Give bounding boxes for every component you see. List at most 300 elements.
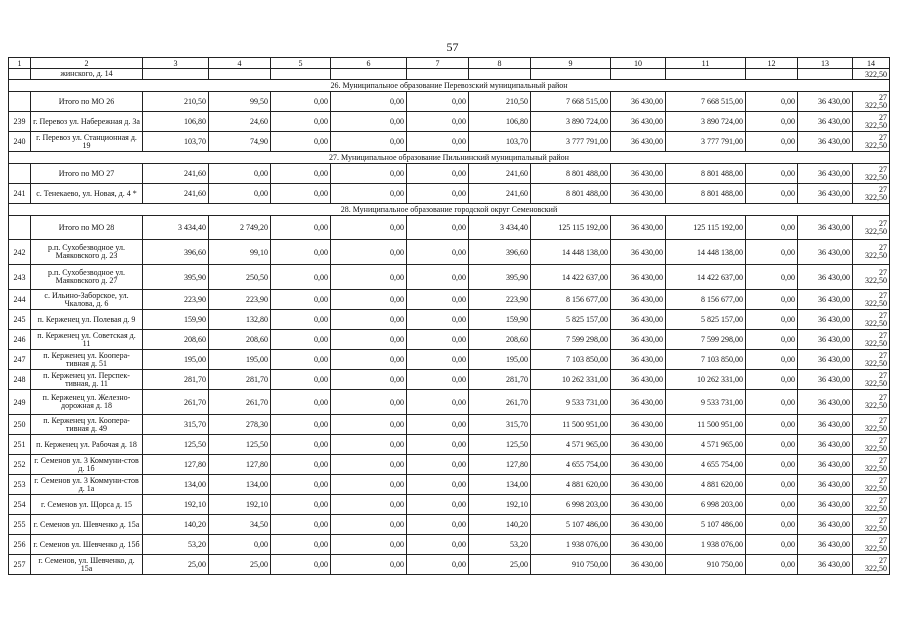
value-cell: 14 448 138,00 xyxy=(531,240,611,265)
value-cell: 9 533 731,00 xyxy=(531,390,611,415)
row-number-cell: 248 xyxy=(9,370,31,390)
value-cell: 7 599 298,00 xyxy=(666,330,746,350)
value-cell: 0,00 xyxy=(746,265,798,290)
value-cell: 0,00 xyxy=(209,535,271,555)
row-number-cell: 245 xyxy=(9,310,31,330)
table-row xyxy=(9,290,890,310)
table-row xyxy=(9,132,890,152)
value-cell: 0,00 xyxy=(331,515,407,535)
value-cell: 0,00 xyxy=(271,330,331,350)
address-cell: п. Керженец ул. Коопера-тивная д. 49 xyxy=(31,415,143,435)
value-cell: 0,00 xyxy=(271,265,331,290)
value-cell: 99,50 xyxy=(209,92,271,112)
value-cell: 36 430,00 xyxy=(611,535,666,555)
address-cell: г. Семенов ул. 3 Коммуни-стов д. 1а xyxy=(31,475,143,495)
section-header-row xyxy=(9,204,890,216)
value-cell: 0,00 xyxy=(331,184,407,204)
value-cell: 8 801 488,00 xyxy=(666,184,746,204)
value-cell: 0,00 xyxy=(407,350,469,370)
value-cell: 0,00 xyxy=(407,184,469,204)
value-cell: 910 750,00 xyxy=(666,555,746,575)
value-cell: 36 430,00 xyxy=(798,515,853,535)
value-cell: 281,70 xyxy=(143,370,209,390)
value-cell: 261,70 xyxy=(143,390,209,415)
value-cell: 0,00 xyxy=(407,390,469,415)
value-cell: 5 825 157,00 xyxy=(531,310,611,330)
row-number-cell: 249 xyxy=(9,390,31,415)
header-cell: 6 xyxy=(331,58,407,69)
value-cell: 36 430,00 xyxy=(611,495,666,515)
value-cell: 0,00 xyxy=(331,265,407,290)
value-cell: 223,90 xyxy=(143,290,209,310)
value-cell: 192,10 xyxy=(209,495,271,515)
value-cell: 36 430,00 xyxy=(798,92,853,112)
value-cell: 0,00 xyxy=(746,370,798,390)
value-cell: 5 825 157,00 xyxy=(666,310,746,330)
value-cell: 0,00 xyxy=(746,310,798,330)
value-cell: 36 430,00 xyxy=(798,455,853,475)
amount-cell: 27 322,50 xyxy=(853,112,890,132)
value-cell: 0,00 xyxy=(271,112,331,132)
value-cell: 36 430,00 xyxy=(798,310,853,330)
address-cell: Итого по МО 26 xyxy=(31,92,143,112)
housing-program-table xyxy=(8,57,890,575)
value-cell: 3 434,40 xyxy=(469,216,531,240)
value-cell: 3 434,40 xyxy=(143,216,209,240)
value-cell: 127,80 xyxy=(469,455,531,475)
value-cell: 0,00 xyxy=(271,495,331,515)
header-cell: 4 xyxy=(209,58,271,69)
value-cell: 36 430,00 xyxy=(798,370,853,390)
value-cell: 134,00 xyxy=(209,475,271,495)
header-cell: 12 xyxy=(746,58,798,69)
address-cell: с. Тенекаево, ул. Новая, д. 4 * xyxy=(31,184,143,204)
amount-cell: 27 322,50 xyxy=(853,164,890,184)
value-cell: 125 115 192,00 xyxy=(666,216,746,240)
continuation-row xyxy=(9,69,890,80)
address-cell: г. Семенов ул. 3 Коммуни-стов д. 1б xyxy=(31,455,143,475)
table-row xyxy=(9,495,890,515)
value-cell: 0,00 xyxy=(746,290,798,310)
header-cell: 11 xyxy=(666,58,746,69)
row-number-cell: 240 xyxy=(9,132,31,152)
row-number-cell xyxy=(9,92,31,112)
value-cell: 0,00 xyxy=(271,216,331,240)
value-cell: 0,00 xyxy=(746,112,798,132)
value-cell: 36 430,00 xyxy=(611,555,666,575)
value-cell: 0,00 xyxy=(746,164,798,184)
value-cell: 0,00 xyxy=(407,415,469,435)
value-cell: 8 801 488,00 xyxy=(666,164,746,184)
value-cell: 0,00 xyxy=(407,495,469,515)
value-cell: 36 430,00 xyxy=(798,240,853,265)
value-cell: 0,00 xyxy=(746,216,798,240)
value-cell: 6 998 203,00 xyxy=(531,495,611,515)
value-cell: 159,90 xyxy=(143,310,209,330)
amount-cell: 27 322,50 xyxy=(853,330,890,350)
value-cell: 0,00 xyxy=(209,184,271,204)
value-cell: 0,00 xyxy=(746,330,798,350)
value-cell: 103,70 xyxy=(469,132,531,152)
value-cell: 0,00 xyxy=(407,240,469,265)
address-cell: п. Керженец ул. Полевая д. 9 xyxy=(31,310,143,330)
header-cell: 2 xyxy=(31,58,143,69)
row-number-cell: 244 xyxy=(9,290,31,310)
value-cell: 0,00 xyxy=(407,475,469,495)
value-cell: 159,90 xyxy=(469,310,531,330)
page-number: 57 xyxy=(446,40,459,54)
row-number-cell: 251 xyxy=(9,435,31,455)
value-cell: 36 430,00 xyxy=(611,240,666,265)
header-cell: 13 xyxy=(798,58,853,69)
header-cell: 5 xyxy=(271,58,331,69)
table-row xyxy=(9,112,890,132)
value-cell: 8 801 488,00 xyxy=(531,164,611,184)
address-cell: г. Семенов ул. Шевченко д. 15а xyxy=(31,515,143,535)
value-cell: 0,00 xyxy=(746,132,798,152)
value-cell: 0,00 xyxy=(271,164,331,184)
value-cell: 36 430,00 xyxy=(611,290,666,310)
value-cell: 8 801 488,00 xyxy=(531,184,611,204)
address-cell: г. Семенов ул. Шевченко д. 15б xyxy=(31,535,143,555)
value-cell: 4 881 620,00 xyxy=(666,475,746,495)
value-cell: 241,60 xyxy=(469,164,531,184)
value-cell: 0,00 xyxy=(209,164,271,184)
table-row xyxy=(9,535,890,555)
value-cell: 14 422 637,00 xyxy=(531,265,611,290)
address-cell: п. Керженец ул. Перспек-тивная, д. 11 xyxy=(31,370,143,390)
column-number-header xyxy=(9,58,890,69)
value-cell: 99,10 xyxy=(209,240,271,265)
value-cell: 36 430,00 xyxy=(611,310,666,330)
subtotal-row xyxy=(9,216,890,240)
value-cell: 5 107 486,00 xyxy=(531,515,611,535)
value-cell: 0,00 xyxy=(271,370,331,390)
value-cell: 0,00 xyxy=(407,515,469,535)
value-cell: 910 750,00 xyxy=(531,555,611,575)
value-cell: 36 430,00 xyxy=(798,435,853,455)
value-cell: 140,20 xyxy=(143,515,209,535)
value-cell: 1 938 076,00 xyxy=(531,535,611,555)
value-cell: 0,00 xyxy=(331,555,407,575)
header-cell: 7 xyxy=(407,58,469,69)
value-cell: 0,00 xyxy=(271,515,331,535)
value-cell: 0,00 xyxy=(331,535,407,555)
address-cell: г. Семенов, ул. Шевченко, д. 15а xyxy=(31,555,143,575)
value-cell: 0,00 xyxy=(331,415,407,435)
header-cell: 9 xyxy=(531,58,611,69)
value-cell: 1 938 076,00 xyxy=(666,535,746,555)
address-cell: п. Керженец ул. Советская д. 11 xyxy=(31,330,143,350)
value-cell: 195,00 xyxy=(469,350,531,370)
value-cell: 315,70 xyxy=(469,415,531,435)
value-cell: 210,50 xyxy=(143,92,209,112)
value-cell: 36 430,00 xyxy=(798,290,853,310)
amount-cell: 27 322,50 xyxy=(853,92,890,112)
table-row xyxy=(9,475,890,495)
address-cell: Итого по МО 28 xyxy=(31,216,143,240)
value-cell: 0,00 xyxy=(331,495,407,515)
amount-cell: 27 322,50 xyxy=(853,370,890,390)
value-cell: 36 430,00 xyxy=(798,390,853,415)
value-cell: 261,70 xyxy=(469,390,531,415)
value-cell: 261,70 xyxy=(209,390,271,415)
value-cell: 3 777 791,00 xyxy=(531,132,611,152)
value-cell: 14 448 138,00 xyxy=(666,240,746,265)
value-cell: 36 430,00 xyxy=(798,164,853,184)
table-row xyxy=(9,515,890,535)
value-cell: 36 430,00 xyxy=(611,455,666,475)
address-cell: с. Ильино-Заборское, ул. Чкалова, д. 6 xyxy=(31,290,143,310)
address-cell: г. Семенов ул. Щорса д. 15 xyxy=(31,495,143,515)
value-cell: 132,80 xyxy=(209,310,271,330)
value-cell: 0,00 xyxy=(271,455,331,475)
value-cell: 36 430,00 xyxy=(798,415,853,435)
value-cell: 36 430,00 xyxy=(798,184,853,204)
value-cell: 0,00 xyxy=(331,370,407,390)
value-cell: 0,00 xyxy=(271,415,331,435)
row-number-cell: 242 xyxy=(9,240,31,265)
header-cell: 8 xyxy=(469,58,531,69)
value-cell: 36 430,00 xyxy=(798,132,853,152)
value-cell: 11 500 951,00 xyxy=(531,415,611,435)
value-cell: 223,90 xyxy=(469,290,531,310)
address-cell: г. Перевоз ул. Набережная д. 3а xyxy=(31,112,143,132)
value-cell: 0,00 xyxy=(271,475,331,495)
value-cell: 0,00 xyxy=(271,310,331,330)
address-cell: жинского, д. 14 xyxy=(31,69,143,80)
value-cell: 0,00 xyxy=(271,350,331,370)
value-cell: 0,00 xyxy=(331,435,407,455)
value-cell: 0,00 xyxy=(407,535,469,555)
value-cell: 36 430,00 xyxy=(611,415,666,435)
value-cell: 4 655 754,00 xyxy=(666,455,746,475)
value-cell: 0,00 xyxy=(331,112,407,132)
value-cell: 36 430,00 xyxy=(611,515,666,535)
value-cell: 134,00 xyxy=(469,475,531,495)
value-cell: 395,90 xyxy=(143,265,209,290)
row-number-cell: 256 xyxy=(9,535,31,555)
value-cell: 127,80 xyxy=(143,455,209,475)
value-cell: 0,00 xyxy=(746,390,798,415)
table-row xyxy=(9,370,890,390)
value-cell: 0,00 xyxy=(407,370,469,390)
value-cell: 34,50 xyxy=(209,515,271,535)
amount-cell: 27 322,50 xyxy=(853,475,890,495)
value-cell: 0,00 xyxy=(331,216,407,240)
address-cell: г. Перевоз ул. Станционная д. 19 xyxy=(31,132,143,152)
value-cell: 36 430,00 xyxy=(798,112,853,132)
amount-cell: 27 322,50 xyxy=(853,535,890,555)
value-cell: 0,00 xyxy=(407,310,469,330)
table-row xyxy=(9,240,890,265)
value-cell: 140,20 xyxy=(469,515,531,535)
value-cell: 5 107 486,00 xyxy=(666,515,746,535)
value-cell: 125,50 xyxy=(209,435,271,455)
value-cell: 36 430,00 xyxy=(611,132,666,152)
table-row xyxy=(9,184,890,204)
value-cell: 11 500 951,00 xyxy=(666,415,746,435)
value-cell: 0,00 xyxy=(271,535,331,555)
value-cell: 25,00 xyxy=(469,555,531,575)
amount-cell: 27 322,50 xyxy=(853,350,890,370)
value-cell: 36 430,00 xyxy=(611,475,666,495)
value-cell: 127,80 xyxy=(209,455,271,475)
row-number-cell xyxy=(9,164,31,184)
value-cell: 10 262 331,00 xyxy=(531,370,611,390)
value-cell: 0,00 xyxy=(746,475,798,495)
section-title: 27. Муниципальное образование Пильнинский муниципальный район xyxy=(9,152,890,164)
value-cell: 396,60 xyxy=(469,240,531,265)
row-number-cell: 257 xyxy=(9,555,31,575)
value-cell: 36 430,00 xyxy=(611,164,666,184)
value-cell: 7 668 515,00 xyxy=(531,92,611,112)
value-cell: 4 655 754,00 xyxy=(531,455,611,475)
value-cell: 3 890 724,00 xyxy=(666,112,746,132)
value-cell: 0,00 xyxy=(407,164,469,184)
value-cell: 0,00 xyxy=(271,132,331,152)
value-cell: 36 430,00 xyxy=(798,495,853,515)
amount-cell: 322,50 xyxy=(853,69,890,80)
value-cell: 0,00 xyxy=(746,92,798,112)
value-cell: 0,00 xyxy=(407,290,469,310)
value-cell: 0,00 xyxy=(407,92,469,112)
value-cell: 36 430,00 xyxy=(798,216,853,240)
value-cell: 0,00 xyxy=(271,184,331,204)
value-cell: 0,00 xyxy=(746,184,798,204)
table-row xyxy=(9,455,890,475)
table-row xyxy=(9,435,890,455)
row-number-cell: 243 xyxy=(9,265,31,290)
value-cell: 125 115 192,00 xyxy=(531,216,611,240)
value-cell: 36 430,00 xyxy=(798,350,853,370)
section-title: 26. Муниципальное образование Перевозский муниципальный район xyxy=(9,80,890,92)
value-cell: 250,50 xyxy=(209,265,271,290)
value-cell: 0,00 xyxy=(331,330,407,350)
value-cell: 8 156 677,00 xyxy=(531,290,611,310)
value-cell: 125,50 xyxy=(143,435,209,455)
value-cell: 0,00 xyxy=(271,290,331,310)
header-cell: 1 xyxy=(9,58,31,69)
address-cell: п. Керженец ул. Коопера-тивная д. 51 xyxy=(31,350,143,370)
header-cell: 14 xyxy=(853,58,890,69)
value-cell: 0,00 xyxy=(331,350,407,370)
row-number-cell xyxy=(9,216,31,240)
value-cell: 36 430,00 xyxy=(611,330,666,350)
value-cell: 281,70 xyxy=(469,370,531,390)
header-cell: 3 xyxy=(143,58,209,69)
value-cell: 241,60 xyxy=(143,184,209,204)
value-cell: 36 430,00 xyxy=(611,390,666,415)
value-cell: 0,00 xyxy=(407,216,469,240)
value-cell: 0,00 xyxy=(331,240,407,265)
value-cell: 24,60 xyxy=(209,112,271,132)
value-cell: 25,00 xyxy=(143,555,209,575)
value-cell: 0,00 xyxy=(746,455,798,475)
value-cell: 36 430,00 xyxy=(611,216,666,240)
value-cell: 14 422 637,00 xyxy=(666,265,746,290)
value-cell: 53,20 xyxy=(469,535,531,555)
value-cell: 208,60 xyxy=(469,330,531,350)
row-number-cell: 255 xyxy=(9,515,31,535)
value-cell: 0,00 xyxy=(331,310,407,330)
value-cell: 53,20 xyxy=(143,535,209,555)
value-cell: 4 571 965,00 xyxy=(666,435,746,455)
header-cell: 10 xyxy=(611,58,666,69)
value-cell: 4 881 620,00 xyxy=(531,475,611,495)
value-cell: 36 430,00 xyxy=(611,435,666,455)
amount-cell: 27 322,50 xyxy=(853,290,890,310)
value-cell: 192,10 xyxy=(143,495,209,515)
amount-cell: 27 322,50 xyxy=(853,455,890,475)
value-cell: 36 430,00 xyxy=(611,350,666,370)
value-cell: 208,60 xyxy=(143,330,209,350)
value-cell: 0,00 xyxy=(407,330,469,350)
amount-cell: 27 322,50 xyxy=(853,310,890,330)
value-cell: 223,90 xyxy=(209,290,271,310)
value-cell: 7 599 298,00 xyxy=(531,330,611,350)
value-cell: 0,00 xyxy=(746,515,798,535)
value-cell: 241,60 xyxy=(469,184,531,204)
amount-cell: 27 322,50 xyxy=(853,495,890,515)
value-cell: 36 430,00 xyxy=(798,535,853,555)
value-cell: 278,30 xyxy=(209,415,271,435)
value-cell: 106,80 xyxy=(469,112,531,132)
subtotal-row xyxy=(9,92,890,112)
section-title: 28. Муниципальное образование городской округ Семеновский xyxy=(9,204,890,216)
value-cell: 195,00 xyxy=(143,350,209,370)
value-cell: 192,10 xyxy=(469,495,531,515)
value-cell: 0,00 xyxy=(407,112,469,132)
row-number-cell: 246 xyxy=(9,330,31,350)
table-row xyxy=(9,555,890,575)
value-cell: 0,00 xyxy=(271,435,331,455)
address-cell: п. Керженец ул. Железно-дорожная д. 18 xyxy=(31,390,143,415)
value-cell: 0,00 xyxy=(746,240,798,265)
row-number-cell: 254 xyxy=(9,495,31,515)
value-cell: 3 890 724,00 xyxy=(531,112,611,132)
value-cell: 7 103 850,00 xyxy=(531,350,611,370)
row-number-cell: 239 xyxy=(9,112,31,132)
value-cell: 241,60 xyxy=(143,164,209,184)
value-cell: 36 430,00 xyxy=(798,330,853,350)
value-cell: 7 668 515,00 xyxy=(666,92,746,112)
table-row xyxy=(9,330,890,350)
value-cell: 6 998 203,00 xyxy=(666,495,746,515)
value-cell: 36 430,00 xyxy=(798,475,853,495)
address-cell: Итого по МО 27 xyxy=(31,164,143,184)
amount-cell: 27 322,50 xyxy=(853,240,890,265)
row-number-cell: 252 xyxy=(9,455,31,475)
value-cell: 8 156 677,00 xyxy=(666,290,746,310)
value-cell: 208,60 xyxy=(209,330,271,350)
value-cell: 0,00 xyxy=(271,240,331,265)
value-cell: 134,00 xyxy=(143,475,209,495)
value-cell: 0,00 xyxy=(746,555,798,575)
value-cell: 0,00 xyxy=(746,495,798,515)
value-cell: 0,00 xyxy=(331,390,407,415)
value-cell: 0,00 xyxy=(271,555,331,575)
amount-cell: 27 322,50 xyxy=(853,265,890,290)
value-cell: 195,00 xyxy=(209,350,271,370)
row-number-cell: 250 xyxy=(9,415,31,435)
value-cell: 0,00 xyxy=(331,132,407,152)
value-cell: 74,90 xyxy=(209,132,271,152)
value-cell: 0,00 xyxy=(331,92,407,112)
value-cell: 0,00 xyxy=(746,435,798,455)
amount-cell: 27 322,50 xyxy=(853,132,890,152)
value-cell: 0,00 xyxy=(746,350,798,370)
